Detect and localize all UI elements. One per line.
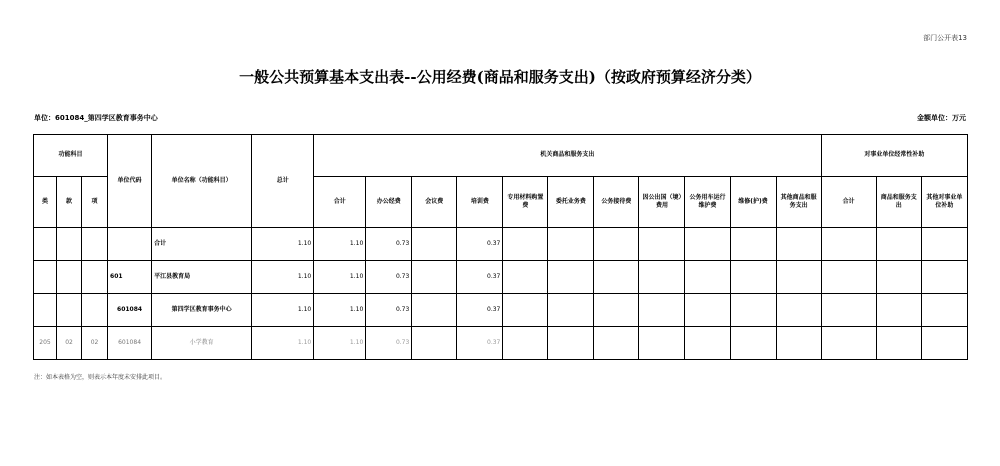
cell-name: 平江县教育局 xyxy=(152,261,252,294)
budget-table xyxy=(33,134,968,360)
cell-training: 0.37 xyxy=(457,228,503,261)
header-unit-name: 单位名称（功能科目） xyxy=(152,135,252,228)
cell-meeting xyxy=(412,228,457,261)
header-row-1 xyxy=(34,135,968,177)
cell-office: 0.73 xyxy=(366,261,412,294)
table-row xyxy=(34,294,968,327)
cell-kuan xyxy=(57,294,82,327)
cell-org-total: 1.10 xyxy=(314,294,366,327)
cell-training: 0.37 xyxy=(457,261,503,294)
header-sub-col: 商品和服务支出 xyxy=(876,177,921,228)
header-org-col: 因公出国（境）费用 xyxy=(639,177,685,228)
header-org-col: 专用材料购置费 xyxy=(503,177,548,228)
header-org-col: 公务接待费 xyxy=(594,177,639,228)
header-sub-col: 其他对事业单位补助 xyxy=(921,177,967,228)
cell-lei xyxy=(34,228,57,261)
cell-xiang xyxy=(82,228,108,261)
header-subsidy: 对事业单位经常性补助 xyxy=(821,135,967,177)
header-kuan: 款 xyxy=(57,177,82,228)
cell-office: 0.73 xyxy=(366,228,412,261)
cell-org-total: 1.10 xyxy=(314,327,366,360)
header-org-col: 其他商品和服务支出 xyxy=(776,177,821,228)
header-sub-col: 合计 xyxy=(821,177,876,228)
cell-lei xyxy=(34,294,57,327)
header-total: 总计 xyxy=(252,135,314,228)
cell-name: 合计 xyxy=(152,228,252,261)
header-org-col: 合计 xyxy=(314,177,366,228)
table-row xyxy=(34,228,968,261)
header-org-goods: 机关商品和服务支出 xyxy=(314,135,821,177)
footnote: 注：如本表格为空，则表示本年度未安排此项目。 xyxy=(34,374,167,381)
header-xiang: 项 xyxy=(82,177,108,228)
cell-xiang: 02 xyxy=(82,327,108,360)
header-org-col: 办公经费 xyxy=(366,177,412,228)
cell-code: 601084 xyxy=(108,294,152,327)
cell-code: 601 xyxy=(108,261,152,294)
cell-meeting xyxy=(412,261,457,294)
header-func-subject: 功能科目 xyxy=(34,135,108,177)
header-org-col: 培训费 xyxy=(457,177,503,228)
cell-kuan xyxy=(57,261,82,294)
header-org-col: 维修(护)费 xyxy=(730,177,776,228)
cell-kuan xyxy=(57,228,82,261)
page-title: 一般公共预算基本支出表--公用经费(商品和服务支出)（按政府预算经济分类） xyxy=(239,68,761,86)
cell-xiang xyxy=(82,261,108,294)
cell-kuan: 02 xyxy=(57,327,82,360)
cell-meeting xyxy=(412,294,457,327)
cell-lei: 205 xyxy=(34,327,57,360)
header-org-col: 公务用车运行维护费 xyxy=(685,177,730,228)
cell-code: 601084 xyxy=(108,327,152,360)
cell-training: 0.37 xyxy=(457,327,503,360)
header-org-col: 会议费 xyxy=(412,177,457,228)
cell-total: 1.10 xyxy=(252,228,314,261)
cell-total: 1.10 xyxy=(252,327,314,360)
amount-unit-label: 金额单位：万元 xyxy=(917,114,966,122)
cell-org-total: 1.10 xyxy=(314,261,366,294)
header-lei: 类 xyxy=(34,177,57,228)
cell-xiang xyxy=(82,294,108,327)
table-row xyxy=(34,327,968,360)
cell-lei xyxy=(34,261,57,294)
header-unit-code: 单位代码 xyxy=(108,135,152,228)
cell-name: 小学教育 xyxy=(152,327,252,360)
unit-label: 单位：601084_第四学区教育事务中心 xyxy=(34,114,158,122)
cell-total: 1.10 xyxy=(252,294,314,327)
cell-meeting xyxy=(412,327,457,360)
header-org-col: 委托业务费 xyxy=(548,177,594,228)
cell-code xyxy=(108,228,152,261)
form-number: 部门公开表13 xyxy=(923,34,967,42)
cell-org-total: 1.10 xyxy=(314,228,366,261)
cell-office: 0.73 xyxy=(366,294,412,327)
cell-total: 1.10 xyxy=(252,261,314,294)
cell-office: 0.73 xyxy=(366,327,412,360)
cell-name: 第四学区教育事务中心 xyxy=(152,294,252,327)
table-row xyxy=(34,261,968,294)
cell-training: 0.37 xyxy=(457,294,503,327)
